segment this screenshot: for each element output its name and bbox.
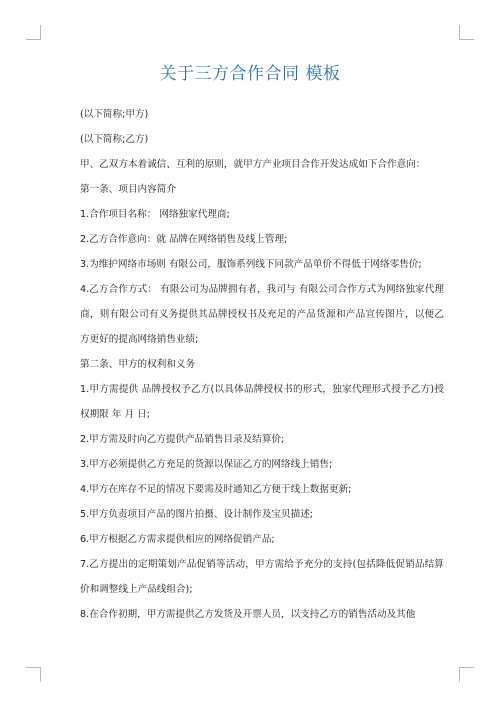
section-2-item-5: 5.甲方负责项目产品的图片拍摄、设计制作及宝贝描述; — [80, 509, 314, 520]
section-1-item-2: 2.乙方合作意向：就 品牌在网络销售及线上管理; — [80, 234, 288, 245]
party-a-line: (以下简称;甲方) — [80, 109, 149, 120]
section-2-heading: 第二条、甲方的权利和义务 — [80, 359, 196, 370]
section-2-item-1: 1.甲方需提供 品牌授权予乙方(以具体品牌授权书的形式，独家代理形式授予乙方)授权期限 年 月 日; — [80, 384, 444, 420]
crop-mark-top-right — [459, 25, 460, 40]
crop-mark-top-right — [460, 39, 474, 40]
section-2-item-3: 3.甲方必须提供乙方充足的货源以保证乙方的网络线上销售; — [80, 459, 333, 470]
intro-paragraph: 甲、乙双方本着诚信、互利的原则，就甲方产业项目合作开发达成如下合作意向： — [80, 159, 426, 170]
section-2-item-7: 7.乙方提出的定期策划产品促销等活动，甲方需给予充分的支持(包括降低促销品结算价和调整线上产品线组合); — [80, 559, 444, 595]
document-title: 关于三方合作合同 模板 — [159, 64, 341, 84]
section-2-item-6: 6.甲方根据乙方需求提供相应的网络促销产品; — [80, 534, 275, 545]
section-1-item-4: 4.乙方合作方式： 有限公司为品牌拥有者，我司与 有限公司合作方式为网络独家代理商，则有限公司有义务提供其品牌授权书及充足的产品货源和产品宣传图片，以便乙方更好的提高网络销售业绩; — [80, 284, 444, 345]
crop-mark-bottom-right — [459, 667, 460, 682]
crop-mark-bottom-left — [40, 667, 41, 682]
crop-mark-bottom-left — [26, 667, 40, 668]
section-1-item-1: 1.合作项目名称： 网络独家代理商; — [80, 209, 230, 220]
section-2-item-4: 4.甲方在库存不足的情况下要需及时通知乙方便于线上数据更新; — [80, 484, 352, 495]
section-1-item-3: 3.为维护网络市场则 有限公司，服饰系列线下同款产品单价不得低于网络零售价; — [80, 259, 422, 270]
crop-mark-top-left — [40, 25, 41, 40]
section-2-item-8: 8.在合作初期，甲方需提供乙方发货及开票人员，以支持乙方的销售活动及其他 — [80, 609, 416, 620]
crop-mark-bottom-right — [460, 667, 474, 668]
party-b-line: (以下简称;乙方) — [80, 134, 149, 145]
section-2-item-2: 2.甲方需及时向乙方提供产品销售目录及结算价; — [80, 434, 285, 445]
section-1-heading: 第一条、项目内容简介 — [80, 184, 176, 195]
document-body — [60, 102, 444, 627]
crop-mark-top-left — [26, 39, 40, 40]
